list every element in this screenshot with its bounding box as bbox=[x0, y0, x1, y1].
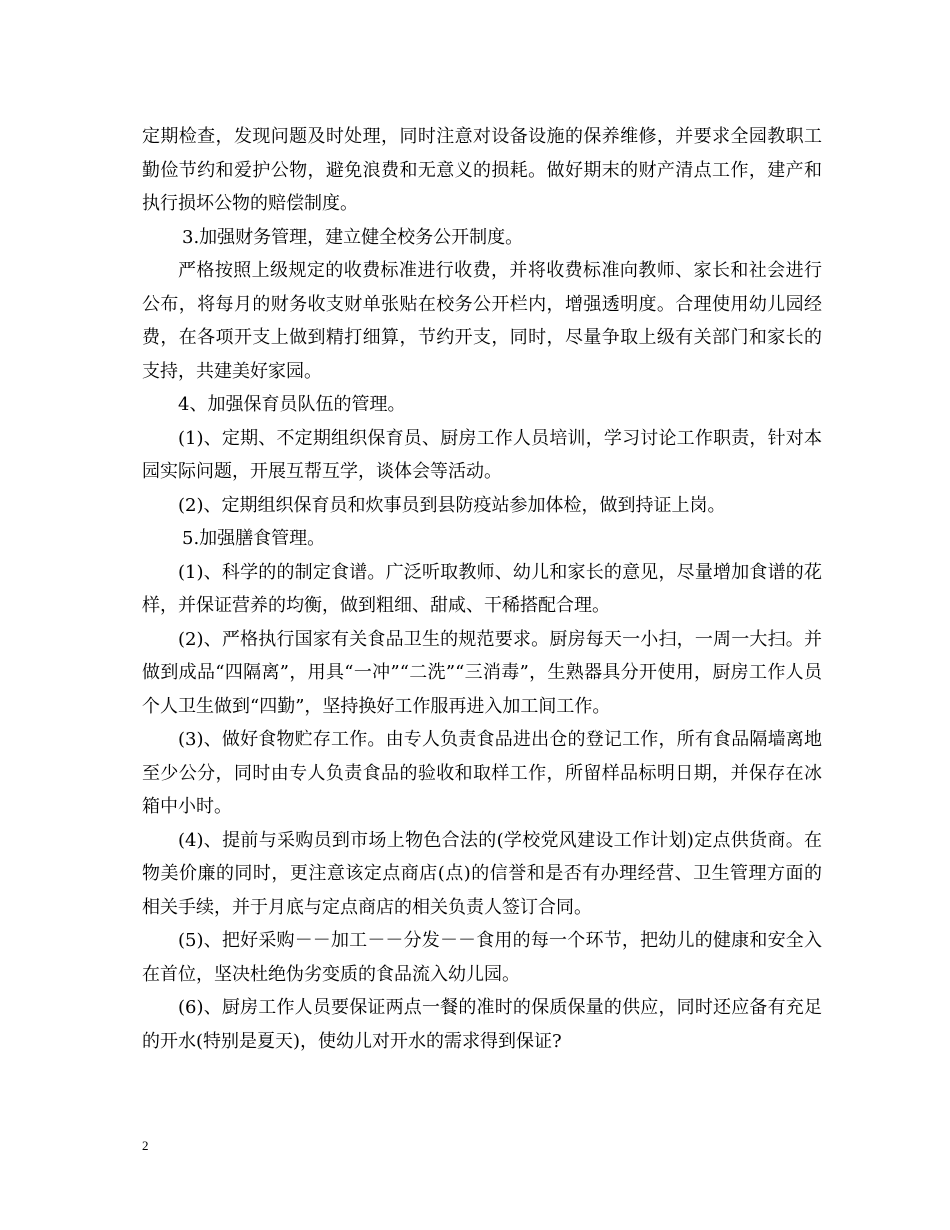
paragraph-food-storage: (3)、做好食物贮存工作。由专人负责食品进出仓的登记工作，所有食品隔墙离地至少公分，同时由专人负责食品的验收和取样工作，所留样品标明日期，并保存在冰箱中小时。 bbox=[142, 729, 822, 817]
paragraph-kitchen-supply: (6)、厨房工作人员要保证两点一餐的准时的保质保量的供应，同时还应备有充足的开水(特别是夏天)，使幼儿对开水的需求得到保证? bbox=[142, 997, 822, 1052]
document-body bbox=[142, 120, 822, 1058]
paragraph-menu-planning: (1)、科学的的制定食谱。广泛听取教师、幼儿和家长的意见，尽量增加食谱的花样，并保证营养的均衡，做到粗细、甜咸、干稀搭配合理。 bbox=[142, 561, 822, 616]
page-number: 2 bbox=[142, 1138, 149, 1153]
heading-meal-management: 5.加强膳食管理。 bbox=[182, 528, 326, 549]
heading-finance-management: 3.加强财务管理，建立健全校务公开制度。 bbox=[182, 226, 524, 248]
paragraph-health-check: (2)、定期组织保育员和炊事员到县防疫站参加体检，做到持证上岗。 bbox=[178, 494, 726, 516]
heading-caregiver-management: 4、加强保育员队伍的管理。 bbox=[178, 394, 406, 415]
paragraph-food-chain: (5)、把好采购－－加工－－分发－－食用的每一个环节，把幼儿的健康和安全入在首位，坚决杜绝伪劣变质的食品流入幼儿园。 bbox=[142, 930, 822, 985]
paragraph-asset-maintenance: 定期检查，发现问题及时处理，同时注意对设备设施的保养维修，并要求全园教职工勤俭节约和爱护公物，避免浪费和无意义的损耗。做好期末的财产清点工作，建产和执行损坏公物的赔偿制度。 bbox=[142, 126, 822, 214]
paragraph-food-hygiene: (2)、严格执行国家有关食品卫生的规范要求。厨房每天一小扫，一周一大扫。并做到成品“四隔离”，用具“一冲”“二洗”“三消毒”，生熟器具分开使用，厨房工作人员个人卫生做到“四勤”，坚持换好工作服再进入加工间工作。 bbox=[142, 628, 822, 717]
paragraph-caregiver-training: (1)、定期、不定期组织保育员、厨房工作人员培训，学习讨论工作职责，针对本园实际问题，开展互帮互学，谈体会等活动。 bbox=[142, 427, 822, 482]
paragraph-fee-disclosure: 严格按照上级规定的收费标准进行收费，并将收费标准向教师、家长和社会进行公布，将每月的财务收支财单张贴在校务公开栏内，增强透明度。合理使用幼儿园经费，在各项开支上做到精打细算，节约开支，同时，尽量争取上级有关部门和家长的支持，共建美好家园。 bbox=[142, 260, 822, 382]
paragraph-supplier-selection: (4)、提前与采购员到市场上物色合法的(学校党风建设工作计划)定点供货商。在物美价廉的同时，更注意该定点商店(点)的信誉和是否有办理经营、卫生管理方面的相关手续，并于月底与定点商店的相关负责人签订合同。 bbox=[142, 829, 822, 918]
